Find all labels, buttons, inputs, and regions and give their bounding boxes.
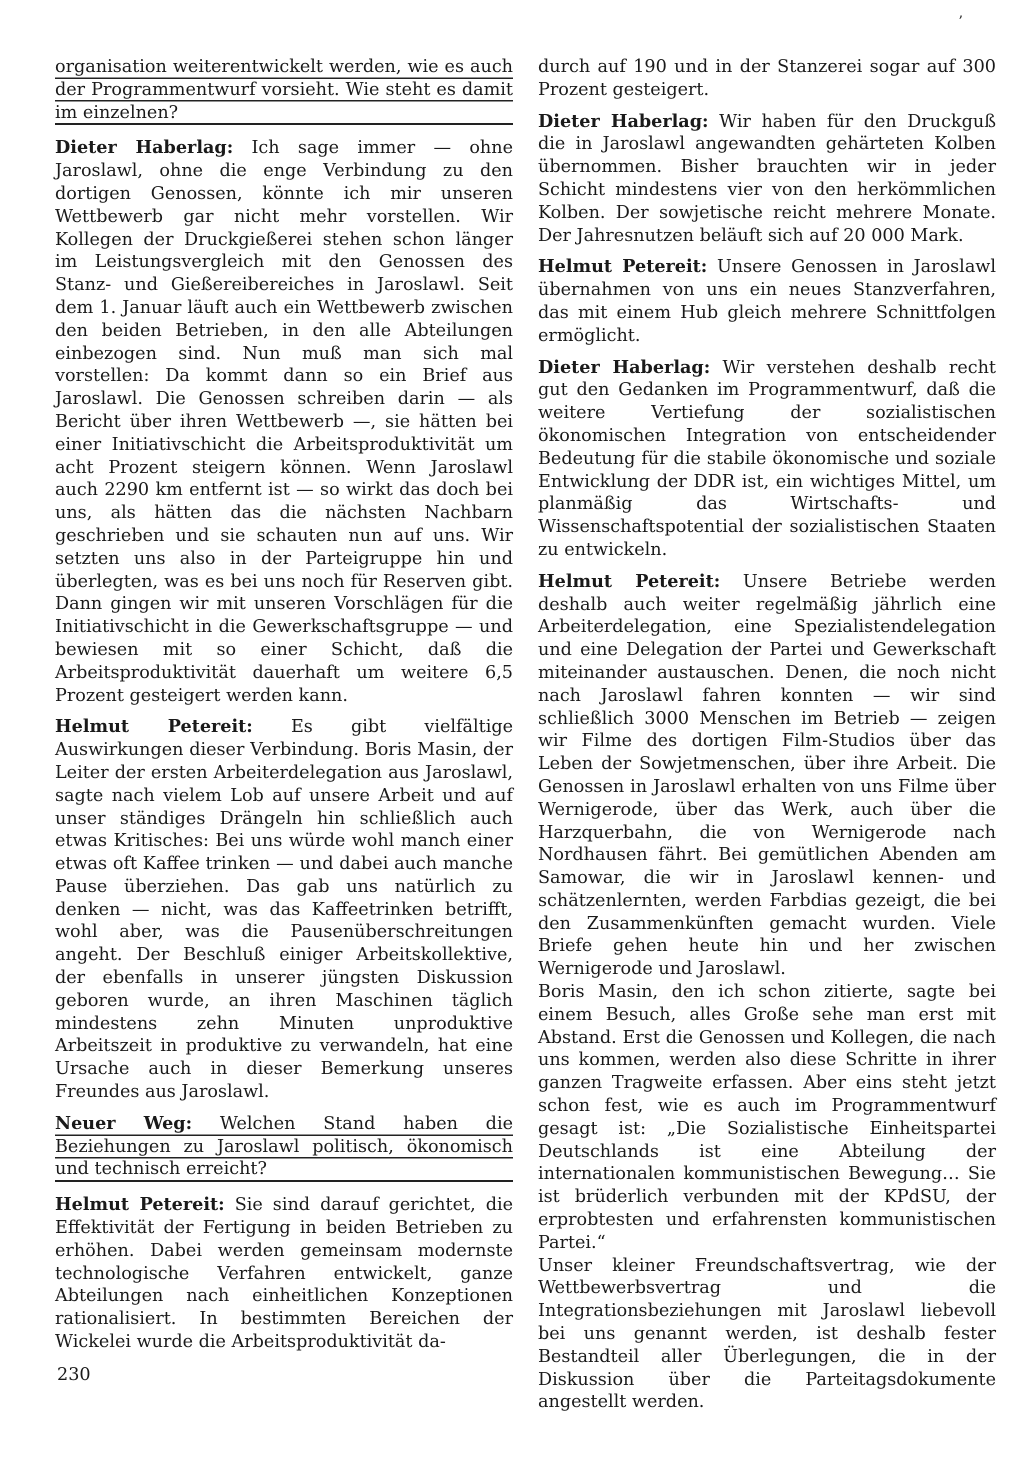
page-number: 230 — [57, 1365, 91, 1385]
interview-answer — [55, 137, 513, 707]
interview-question — [55, 56, 513, 125]
speaker-label: Dieter Haberlag: — [538, 356, 711, 378]
interview-answer — [55, 716, 513, 1104]
interview-answer-continued — [538, 56, 996, 102]
speaker-label: Dieter Haberlag: — [538, 110, 709, 132]
interview-answer — [538, 571, 996, 981]
paragraph-text: Wir haben für den Druckguß die in Jaroslawl angewandten gehärteten Kolben übernommen. Bisher brauchten wir in jeder Schicht mindestens vier von den herkömmlichen Kolben. Der sowjetische reicht mehrere Monate. Der Jahresnutzen beläuft sich auf 20 000 Mark. — [538, 111, 996, 246]
corner-mark: ʼ — [958, 14, 963, 30]
paragraph-text: Unser kleiner Freundschaftsvertrag, wie der Wettbewerbsvertrag und die Integrationsbeziehungen mit Jaroslawl liebevoll bei uns genannt werden, ist deshalb fester Bestandteil aller Überlegungen, die in der Diskussion über die Parteitagsdokumente angestellt werden. — [538, 1255, 996, 1413]
right-column — [538, 56, 996, 1423]
speaker-label: Helmut Petereit: — [538, 256, 708, 278]
paragraph-text: Es gibt vielfältige Auswirkungen dieser Verbindung. Boris Masin, der Leiter der ersten Arbeiterdelegation aus Jaroslawl, sagte nach vielem Lob auf unsere Arbeit und auf unser ständiges Drängeln hin schließlich auch etwas Kritisches: Bei uns würde wohl manch einer etwas oft Kaffee trinken — und dabei auch manche Pause überziehen. Das gab uns natürlich zu denken — nicht, was das Kaffeetrinken betrifft, wohl aber, was die Pausenüberschreitungen angeht. Der Beschluß einiger Arbeitskollektive, der ebenfalls in unserer jüngsten Diskussion geboren wurde, an ihren Maschinen täglich mindestens zehn Minuten unproduktive Arbeitszeit in produktive zu verwandeln, hat eine Ursache auch in dieser Bemerkung unseres Freundes aus Jaroslawl. — [55, 717, 513, 1103]
paragraph-text: organisation weiterentwickelt werden, wie es auch der Programmentwurf vorsieht. Wie steht es damit im einzelnen? — [55, 57, 513, 123]
left-column — [55, 56, 513, 1363]
interview-answer — [538, 111, 996, 248]
paragraph-text: Boris Masin, den ich schon zitierte, sagte bei einem Besuch, alles Große sehe man erst mit Abstand. Erst die Genossen und Kollegen, die nach uns kommen, werden also diese Schritte in ihrer ganzen Tragweite erfassen. Aber eins steht jetzt schon fest, wie es auch im Programmentwurf gesagt ist: „Die Sozialistische Einheitspartei Deutschlands ist eine Abteilung der internationalen kommunistischen Bewegung… Sie ist brüderlich verbunden mit der KPdSU, der erprobtesten und erfahrensten kommunistischen Partei.“ — [538, 982, 996, 1253]
paragraph-text: durch auf 190 und in der Stanzerei sogar auf 300 Prozent gesteigert. — [538, 57, 996, 100]
interview-answer — [55, 1194, 513, 1354]
speaker-label: Helmut Petereit: — [55, 1194, 225, 1216]
paragraph-text: Sie sind darauf gerichtet, die Effektivität der Fertigung in beiden Betrieben zu erhöhen. Dabei werden gemeinsam modernste technologische Verfahren entwickelt, ganze Abteilungen nach einheitlichen Konzeptionen rationalisiert. In bestimmten Bereichen der Wickelei wurde die Arbeitsproduktivität da- — [55, 1195, 513, 1353]
interview-answer — [538, 256, 996, 347]
interview-answer-paragraph — [538, 1255, 996, 1415]
speaker-label: Helmut Petereit: — [538, 570, 721, 592]
speaker-label: Helmut Petereit: — [55, 716, 253, 738]
interview-answer-paragraph — [538, 981, 996, 1255]
interview-question — [55, 1113, 513, 1182]
paragraph-text: Welchen Stand haben die Beziehungen zu Jaroslawl politisch, ökonomisch und technisch erreicht? — [55, 1113, 513, 1180]
paragraph-text: Unsere Betriebe werden deshalb auch weiter regelmäßig jährlich eine Arbeiterdelegation, eine Spezialistendelegation und eine Delegation der Partei und Gewerkschaft miteinander austauschen. Denen, die noch nicht nach Jaroslawl fahren konnten — wir sind schließlich 3000 Menschen im Betrieb — zeigen wir Filme des dortigen Film-Studios über das Leben der Sowjetmenschen, über ihre Arbeit. Die Genossen in Jaroslawl erhalten von uns Filme über Wernigerode, über das Werk, auch über die Harzquerbahn, die von Wernigerode nach Nordhausen fährt. Bei gemütlichen Abenden am Samowar, die wir in Jaroslawl kennen- und schätzenlernten, werden Farbdias gezeigt, die bei den Zusammenkünften gemacht wurden. Viele Briefe gehen heute hin und her zwischen Wernigerode und Jaroslawl. — [538, 571, 997, 980]
paragraph-text: Ich sage immer — ohne Jaroslawl, ohne die enge Verbindung zu den dortigen Genossen, könnte ich mir unseren Wettbewerb gar nicht mehr vorstellen. Wir Kollegen der Druckgießerei stehen schon länger im Leistungsvergleich mit den Genossen des Stanz- und Gießereibereiches in Jaroslawl. Seit dem 1. Januar läuft auch ein Wettbewerb zwischen den beiden Betrieben, in den alle Abteilungen einbezogen sind. Nun muß man sich mal vorstellen: Da kommt dann so ein Brief aus Jaroslawl. Die Genossen schreiben darin — als Bericht über ihren Wettbewerb —, sie hätten bei einer Initiativschicht die Arbeitsproduktivität um acht Prozent steigern können. Wenn Jaroslawl auch 2290 km entfernt ist — so wirkt das doch bei uns, als hätten das die nächsten Nachbarn geschrieben und sie schauten nun auf uns. Wir setzten uns also in der Parteigruppe hin und überlegten, was es bei uns noch für Reserven gibt. Dann gingen wir mit unseren Vorschlägen für die Initiativschicht in die Gewerkschaftsgruppe — und bewiesen mit so einer Schicht, daß die Arbeitsproduktivität dauerhaft um weitere 6,5 Prozent gesteigert werden kann. — [55, 138, 513, 706]
paragraph-text: Unsere Genossen in Jaroslawl übernahmen von uns ein neues Stanzverfahren, das mit einem Hub gleich mehrere Schnittfolgen ermöglicht. — [538, 257, 996, 346]
speaker-label: Neuer Weg: — [55, 1112, 193, 1134]
speaker-label: Dieter Haberlag: — [55, 137, 234, 159]
interview-answer — [538, 357, 996, 562]
paragraph-text: Wir verstehen deshalb recht gut den Gedanken im Programmentwurf, daß die weitere Vertiefung der sozialistischen ökonomischen Integration von entscheidender Bedeutung für die stabile ökonomische und soziale Entwicklung der DDR ist, ein wichtiges Mittel, um planmäßig das Wirtschafts- und Wissenschaftspotential der sozialistischen Staaten zu entwickeln. — [538, 357, 996, 560]
